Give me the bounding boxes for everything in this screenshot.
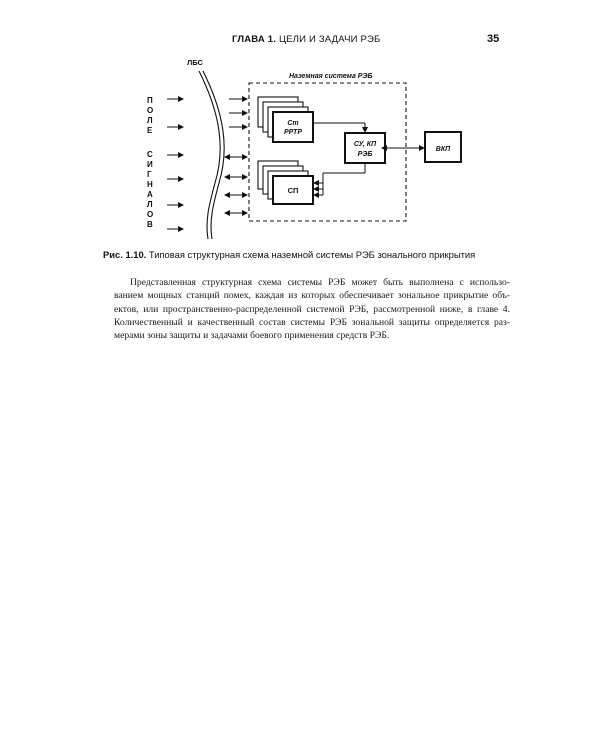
block-su-kp (345, 133, 385, 163)
vertical-label-signalov (147, 150, 153, 229)
body-paragraph (114, 276, 510, 342)
block-rrtr-label: РРТР (283, 129, 303, 136)
structure-diagram (95, 55, 515, 245)
letter: В (147, 220, 153, 229)
block-su-label: СУ, КП (353, 141, 377, 148)
chapter-label: ГЛАВА 1. (232, 34, 277, 45)
letter: Л (147, 200, 153, 209)
paragraph-line: Представленная структурная схема системы РЭБ может быть выполнена с использо- (130, 277, 510, 288)
vertical-label-pole (147, 96, 153, 135)
paragraph-line: ванием мощных станций помех, каждая из которых обеспечивает зональное прикрытие объ- (114, 290, 510, 302)
incoming-arrows (167, 99, 183, 229)
lbs-line (199, 71, 224, 239)
block-sp-label: СП (287, 186, 299, 195)
paragraph-line: мерами зоны защиты и задачами боевого применения средств РЭБ. (114, 330, 390, 342)
letter: А (147, 190, 153, 199)
block-reb-label: РЭБ (357, 151, 373, 158)
letter: С (147, 150, 153, 159)
figure-caption (103, 249, 533, 260)
letter: О (147, 210, 154, 219)
page-number: 35 (487, 33, 500, 45)
receive-arrows (229, 99, 247, 127)
letter: О (147, 106, 154, 115)
letter: И (147, 160, 153, 169)
block-vkp-label: ВКП (435, 146, 451, 153)
letter: Г (147, 170, 152, 179)
bidirectional-arrows (229, 157, 247, 213)
paragraph-line: Количественный и качественный состав системы РЭБ зональной защиты определяется раз- (114, 316, 510, 328)
letter: Л (147, 116, 153, 125)
letter: Е (147, 126, 153, 135)
block-st-label: Ст (287, 120, 299, 127)
system-title: Наземная система РЭБ (289, 73, 373, 80)
figure-caption-text: Типовая структурная схема наземной системы РЭБ зонального прикрытия (148, 249, 476, 260)
letter: П (147, 96, 153, 105)
lbs-label: ЛБС (187, 58, 203, 67)
letter: Н (147, 180, 153, 189)
block-sp-stack (258, 161, 313, 204)
chapter-title: ЦЕЛИ И ЗАДАЧИ РЭБ (278, 34, 381, 45)
running-head (232, 34, 381, 45)
paragraph-line: ектов, или пространственно-распределенной системой РЭБ, рассмотренной ниже, в главе 4. (114, 303, 510, 315)
figure-caption-label: Рис. 1.10. (103, 249, 147, 260)
